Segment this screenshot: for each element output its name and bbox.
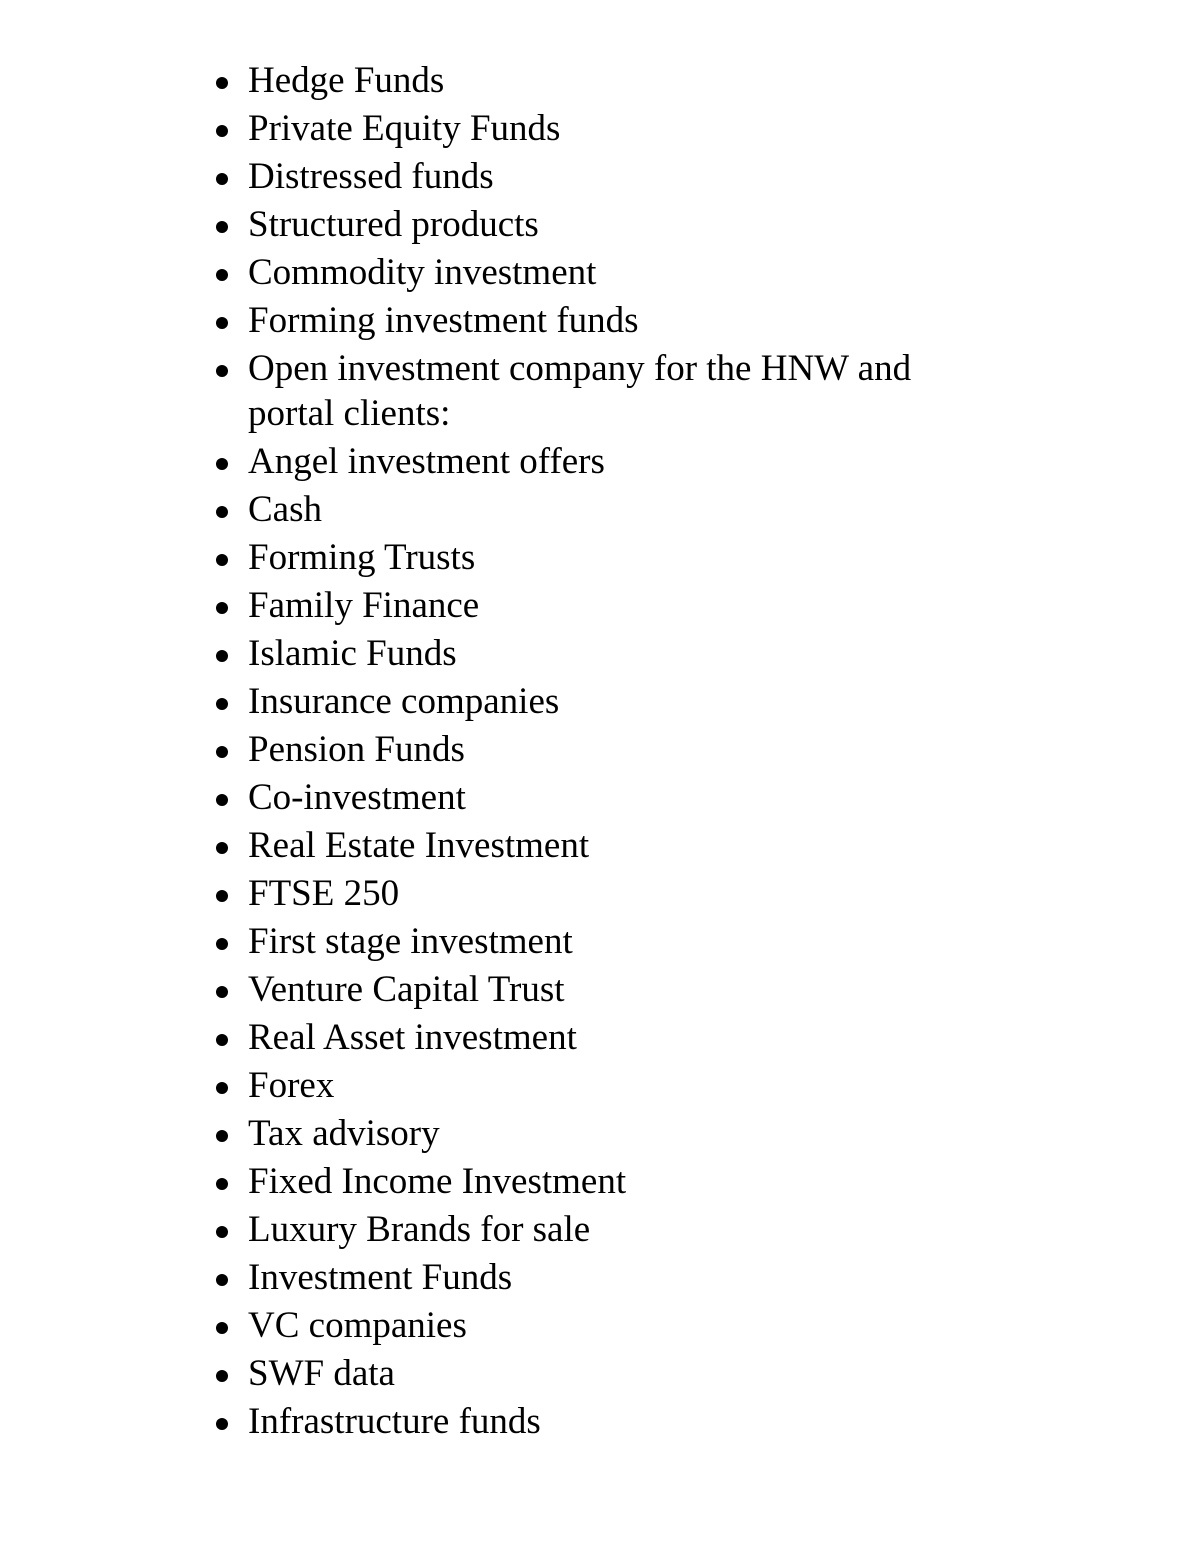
bullet-icon [216,650,228,662]
list-item [214,1111,974,1156]
bullet-icon [216,1322,228,1334]
bullet-icon [216,458,228,470]
bullet-icon [216,554,228,566]
list-item [214,346,974,436]
bullet-icon [216,1178,228,1190]
list-item-text: Co-investment [248,777,466,818]
list-item [214,1015,974,1060]
bullet-icon [216,173,228,185]
bullet-icon [216,1082,228,1094]
bullet-icon [216,221,228,233]
list-item-text: Angel investment offers [248,441,605,482]
list-item-text: Cash [248,489,322,530]
list-item [214,1063,974,1108]
list-item [214,727,974,772]
list-item [214,487,974,532]
list-item-text: FTSE 250 [248,873,400,914]
list-item-text: Luxury Brands for sale [248,1209,591,1250]
list-item [214,298,974,343]
bullet-icon [216,125,228,137]
list-item-text: Forming Trusts [248,537,476,578]
bullet-icon [216,602,228,614]
list-item-text: Islamic Funds [248,633,457,674]
list-item [214,1351,974,1396]
list-item-text: Venture Capital Trust [248,969,565,1010]
list-item [214,631,974,676]
list-item-text: Insurance companies [248,681,560,722]
bullet-icon [216,1130,228,1142]
list-item-text: Fixed Income Investment [248,1161,627,1202]
list-item [214,202,974,247]
list-item [214,1255,974,1300]
list-item-text: Commodity investment [248,252,597,293]
list-item [214,919,974,964]
list-item [214,775,974,820]
bullet-list [214,58,974,1447]
list-item-text: Forming investment funds [248,300,639,341]
list-item [214,106,974,151]
list-item-text: Hedge Funds [248,60,445,101]
list-item-text: Tax advisory [248,1113,440,1154]
list-item-text: Real Estate Investment [248,825,590,866]
bullet-icon [216,986,228,998]
bullet-icon [216,77,228,89]
list-item-text: Pension Funds [248,729,465,770]
list-item-text: First stage investment [248,921,573,962]
bullet-icon [216,1226,228,1238]
bullet-icon [216,746,228,758]
bullet-icon [216,1274,228,1286]
list-item-text: Investment Funds [248,1257,513,1298]
list-item-text: Private Equity Funds [248,108,561,149]
bullet-icon [216,842,228,854]
list-item [214,967,974,1012]
list-item [214,1303,974,1348]
bullet-icon [216,698,228,710]
bullet-icon [216,317,228,329]
list-item-text: SWF data [248,1353,395,1394]
list-item [214,154,974,199]
list-item-text: Open investment company for the HNW and portal clients: [248,348,912,434]
list-item [214,679,974,724]
bullet-icon [216,1418,228,1430]
bullet-icon [216,938,228,950]
bullet-icon [216,269,228,281]
list-item-text: Structured products [248,204,539,245]
list-item-text: Infrastructure funds [248,1401,541,1442]
list-item [214,1399,974,1444]
bullet-icon [216,1034,228,1046]
list-item [214,1207,974,1252]
list-item-text: Real Asset investment [248,1017,577,1058]
list-item [214,439,974,484]
bullet-icon [216,794,228,806]
list-item-text: Forex [248,1065,335,1106]
list-item [214,1159,974,1204]
list-item [214,250,974,295]
list-item [214,583,974,628]
list-item [214,58,974,103]
list-item [214,871,974,916]
bullet-icon [216,506,228,518]
list-item [214,823,974,868]
list-item-text: Distressed funds [248,156,494,197]
list-item-text: VC companies [248,1305,467,1346]
bullet-icon [216,890,228,902]
list-item-text: Family Finance [248,585,480,626]
list-item [214,535,974,580]
bullet-icon [216,365,228,377]
bullet-icon [216,1370,228,1382]
